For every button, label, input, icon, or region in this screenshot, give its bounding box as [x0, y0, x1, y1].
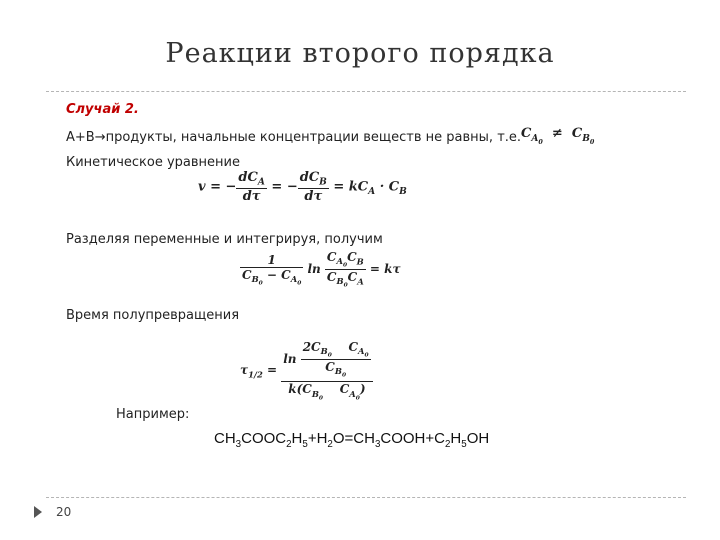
bottom-divider — [46, 497, 686, 498]
chemical-equation: $CH_3COOC_2H_5+H_2O=CH_3COOH+C_2H_5OH$ — [214, 430, 490, 450]
slide-title: Реакции второго порядка — [165, 38, 555, 69]
half-life-label: Время полупревращения — [66, 308, 240, 323]
kinetic-equation: v = − $\frac{dC_A}{d\tau}$ = − $\frac{dC_B}{d\tau}$ = $kC_A \cdot C_B$ — [198, 170, 407, 204]
inequality-formula: $C_{A_0} \ne C_{B_0}$ — [521, 126, 595, 146]
top-divider — [46, 91, 686, 92]
case-label: Случай 2. — [66, 102, 139, 117]
reaction-line: А+В→продукты, начальные концентрации веществ не равны, т.е. — [66, 130, 522, 145]
page-number: 20 — [56, 505, 72, 519]
half-life-formula: $\tau_{1/2}$ = ln $\frac{2C_{B_0} C_{A_0}}{C_{B_0}}$ $k(C_{B_0}$ $C_{A_0}$) — [240, 340, 373, 401]
example-label: Например: — [116, 407, 190, 422]
integrated-equation: $\frac{1}{C_{B_0} - C_{A_0}}$ ln $\frac{C_{A_0}C_B}{C_{B_0}C_A}$ = kτ — [242, 250, 401, 290]
slide-arrow-icon — [34, 506, 42, 518]
separate-label: Разделяя переменные и интегрируя, получим — [66, 232, 383, 247]
kinetic-label: Кинетическое уравнение — [66, 155, 240, 170]
